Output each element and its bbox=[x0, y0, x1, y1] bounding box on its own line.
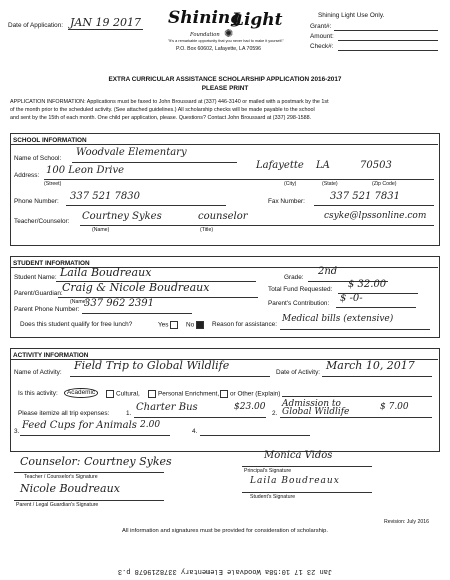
school-fax-label: Fax Number: bbox=[268, 198, 305, 205]
foundation-address: P.O. Box 60602, Lafayette, LA 70596 bbox=[176, 46, 261, 52]
logo-foundation: Foundation bbox=[190, 32, 220, 38]
activity-type-personal[interactable] bbox=[146, 390, 219, 398]
date-underline bbox=[68, 29, 143, 30]
state-caption: (State) bbox=[322, 181, 338, 187]
school-name-value: Woodvale Elementary bbox=[76, 147, 187, 158]
office-check-label: Check#: bbox=[310, 43, 334, 50]
parent-phone-value: 337 962 2391 bbox=[84, 298, 154, 309]
parent-signature-line bbox=[14, 500, 164, 501]
activity-date-line bbox=[322, 376, 432, 377]
parent-phone-label: Parent Phone Number: bbox=[14, 306, 80, 313]
activity-name-label: Name of Activity: bbox=[14, 369, 62, 376]
cultural-checkbox[interactable] bbox=[106, 390, 114, 398]
street-caption: (Street) bbox=[44, 181, 62, 187]
logo-word-1: Shining bbox=[168, 8, 243, 28]
school-phone-label: Phone Number: bbox=[14, 198, 59, 205]
expense-3-number: 3. bbox=[14, 428, 20, 435]
expense-1-desc: Charter Bus bbox=[136, 402, 198, 413]
fax-header-strip: Jan 23 17 10:58a Woodvale Elementary 3378219678 p.3 bbox=[117, 567, 333, 575]
school-name-label: Name of School: bbox=[14, 155, 62, 162]
activity-section-title: ACTIVITY INFORMATION bbox=[13, 352, 89, 359]
principal-signature: Monica Vidos bbox=[264, 450, 333, 461]
activity-name-value: Field Trip to Global Wildlife bbox=[74, 359, 230, 372]
parent-phone-line bbox=[82, 313, 192, 314]
school-information-section bbox=[10, 133, 440, 246]
activity-date-value: March 10, 2017 bbox=[326, 359, 415, 372]
parent-signature-caption: Parent / Legal Guardian's Signature bbox=[16, 502, 99, 508]
student-section-title: STUDENT INFORMATION bbox=[13, 260, 90, 267]
instructions-line-1: APPLICATION INFORMATION: Applications must be faxed to John Broussard at (337) 446-3140 or mailed with a postmark by the 1st bbox=[10, 99, 329, 105]
school-zip-value: 70503 bbox=[360, 160, 392, 171]
office-grant-line bbox=[334, 30, 438, 31]
office-use-title: Shining Light Use Only. bbox=[318, 12, 385, 19]
principal-signature-caption: Principal's Signature bbox=[244, 468, 292, 474]
expense-2-line bbox=[280, 417, 432, 418]
expense-1-line bbox=[134, 417, 266, 418]
no-label: No bbox=[186, 321, 195, 329]
free-lunch-no[interactable] bbox=[186, 321, 206, 329]
other-explain-line bbox=[282, 396, 432, 397]
logo-tagline: "It's a remarkable opportunity that you never had to make it yourself." bbox=[168, 39, 284, 43]
expense-3-desc: Feed Cups for Animals bbox=[22, 420, 137, 431]
student-signature: Laila Boudreaux bbox=[250, 476, 340, 486]
school-address-label: Address: bbox=[14, 172, 40, 179]
other-checkbox[interactable] bbox=[220, 390, 228, 398]
yes-checkbox[interactable] bbox=[170, 321, 178, 329]
school-state-value: LA bbox=[316, 160, 330, 171]
teacher-email-value: csyke@lpssonline.com bbox=[324, 211, 427, 221]
shining-light-logo bbox=[160, 8, 290, 60]
parent-name-caption: (Name) bbox=[70, 299, 88, 305]
personal-checkbox[interactable] bbox=[148, 390, 156, 398]
school-name-line bbox=[72, 162, 237, 163]
instructions-line-2: of the month prior to the scheduled activity. (See attached guidelines.) All scholarship checks will be made payable to the school bbox=[10, 107, 315, 113]
total-fund-label: Total Fund Requested: bbox=[268, 286, 333, 293]
cultural-label: Cultural, bbox=[116, 390, 140, 398]
counselor-signature: Counselor: Courtney Sykes bbox=[20, 455, 172, 468]
other-label: or Other (Explain) bbox=[230, 390, 281, 398]
reason-label: Reason for assistance: bbox=[212, 321, 278, 328]
office-grant-label: Grant#: bbox=[310, 23, 332, 30]
school-address-line bbox=[44, 179, 434, 180]
yes-label: Yes bbox=[158, 321, 169, 329]
school-phone-line bbox=[66, 205, 226, 206]
form-title: EXTRA CURRICULAR ASSISTANCE SCHOLARSHIP APPLICATION 2016-2017 bbox=[108, 76, 342, 83]
teacher-name-caption: (Name) bbox=[92, 227, 110, 233]
counselor-signature-caption: Teacher / Counselor's Signature bbox=[24, 474, 98, 480]
principal-signature-line bbox=[242, 466, 372, 467]
activity-name-line bbox=[70, 376, 270, 377]
expense-1-number: 1. bbox=[126, 410, 132, 417]
total-fund-value: $ 32.00 bbox=[348, 279, 387, 290]
school-city-value: Lafayette bbox=[256, 160, 304, 171]
reason-value: Medical bills (extensive) bbox=[282, 314, 394, 324]
activity-date-label: Date of Activity: bbox=[276, 369, 321, 376]
student-signature-line bbox=[242, 492, 372, 493]
parent-guardian-label: Parent/Guardian: bbox=[14, 290, 63, 297]
activity-type-other[interactable] bbox=[218, 390, 280, 398]
sun-icon: ✺ bbox=[224, 28, 234, 40]
instructions-line-3: and sent by the 15th of each month. One child per application, please. Questions? Contact John Broussard at (337) 298-1588. bbox=[10, 115, 312, 121]
office-amount-line bbox=[338, 40, 438, 41]
grade-value: 2nd bbox=[318, 266, 338, 277]
expense-3-line bbox=[20, 435, 170, 436]
teacher-name-value: Courtney Sykes bbox=[82, 211, 162, 222]
city-caption: (City) bbox=[284, 181, 297, 187]
teacher-line bbox=[80, 225, 434, 226]
school-phone-value: 337 521 7830 bbox=[70, 191, 140, 202]
expense-4-number: 4. bbox=[192, 428, 198, 435]
school-fax-line bbox=[314, 205, 434, 206]
parent-signature: Nicole Boudreaux bbox=[20, 482, 120, 495]
school-header-rule bbox=[10, 144, 438, 145]
student-name-value: Laila Boudreaux bbox=[60, 266, 152, 279]
teacher-counselor-label: Teacher/Counselor: bbox=[14, 218, 70, 225]
teacher-title-caption: (Title) bbox=[200, 227, 214, 233]
grade-label: Grade: bbox=[284, 274, 304, 281]
teacher-title-value: counselor bbox=[198, 211, 248, 222]
office-check-line bbox=[338, 50, 438, 51]
logo-word-2: Light bbox=[232, 10, 283, 30]
student-name-label: Student Name: bbox=[14, 274, 57, 281]
date-of-application-label: Date of Application: bbox=[8, 22, 64, 29]
expense-1-amount: $23.00 bbox=[234, 402, 266, 412]
parent-guardian-value: Craig & Nicole Boudreaux bbox=[62, 281, 210, 294]
school-section-title: SCHOOL INFORMATION bbox=[13, 137, 87, 144]
parent-contribution-label: Parent's Contribution: bbox=[268, 300, 330, 307]
free-lunch-label: Does this student qualify for free lunch? bbox=[20, 321, 133, 328]
form-subtitle: PLEASE PRINT bbox=[201, 85, 249, 92]
activity-type-label: Is this activity: bbox=[18, 390, 58, 397]
expense-2-amount: $ 7.00 bbox=[380, 402, 409, 412]
no-checkbox-checked[interactable] bbox=[196, 321, 204, 329]
activity-type-academic-selected[interactable]: Academic bbox=[64, 388, 98, 398]
expense-2-desc: Admission to Global Wildlife bbox=[282, 399, 350, 417]
school-fax-value: 337 521 7831 bbox=[330, 191, 400, 202]
school-street-value: 100 Leon Drive bbox=[46, 165, 125, 176]
parent-contribution-value: $ -0- bbox=[340, 293, 363, 304]
student-signature-caption: Student's Signature bbox=[250, 494, 296, 500]
footer-note: All information and signatures must be provided for consideration of scholarship. bbox=[122, 528, 328, 534]
free-lunch-yes[interactable] bbox=[158, 321, 180, 329]
activity-type-cultural[interactable] bbox=[104, 390, 140, 398]
personal-label: Personal Enrichment, bbox=[158, 390, 220, 398]
contribution-line bbox=[336, 307, 416, 308]
expense-4-line bbox=[200, 435, 310, 436]
expenses-label: Please itemize all trip expenses: bbox=[18, 410, 110, 417]
reason-line bbox=[280, 329, 430, 330]
expense-2-number: 2. bbox=[272, 410, 278, 417]
counselor-signature-line bbox=[14, 472, 164, 473]
zip-caption: (Zip Code) bbox=[372, 181, 397, 187]
office-amount-label: Amount: bbox=[310, 33, 334, 40]
date-of-application-value: JAN 19 2017 bbox=[70, 16, 141, 29]
revision-date: Revision: July 2016 bbox=[384, 519, 429, 525]
expense-3-amount: 2.00 bbox=[140, 420, 161, 430]
